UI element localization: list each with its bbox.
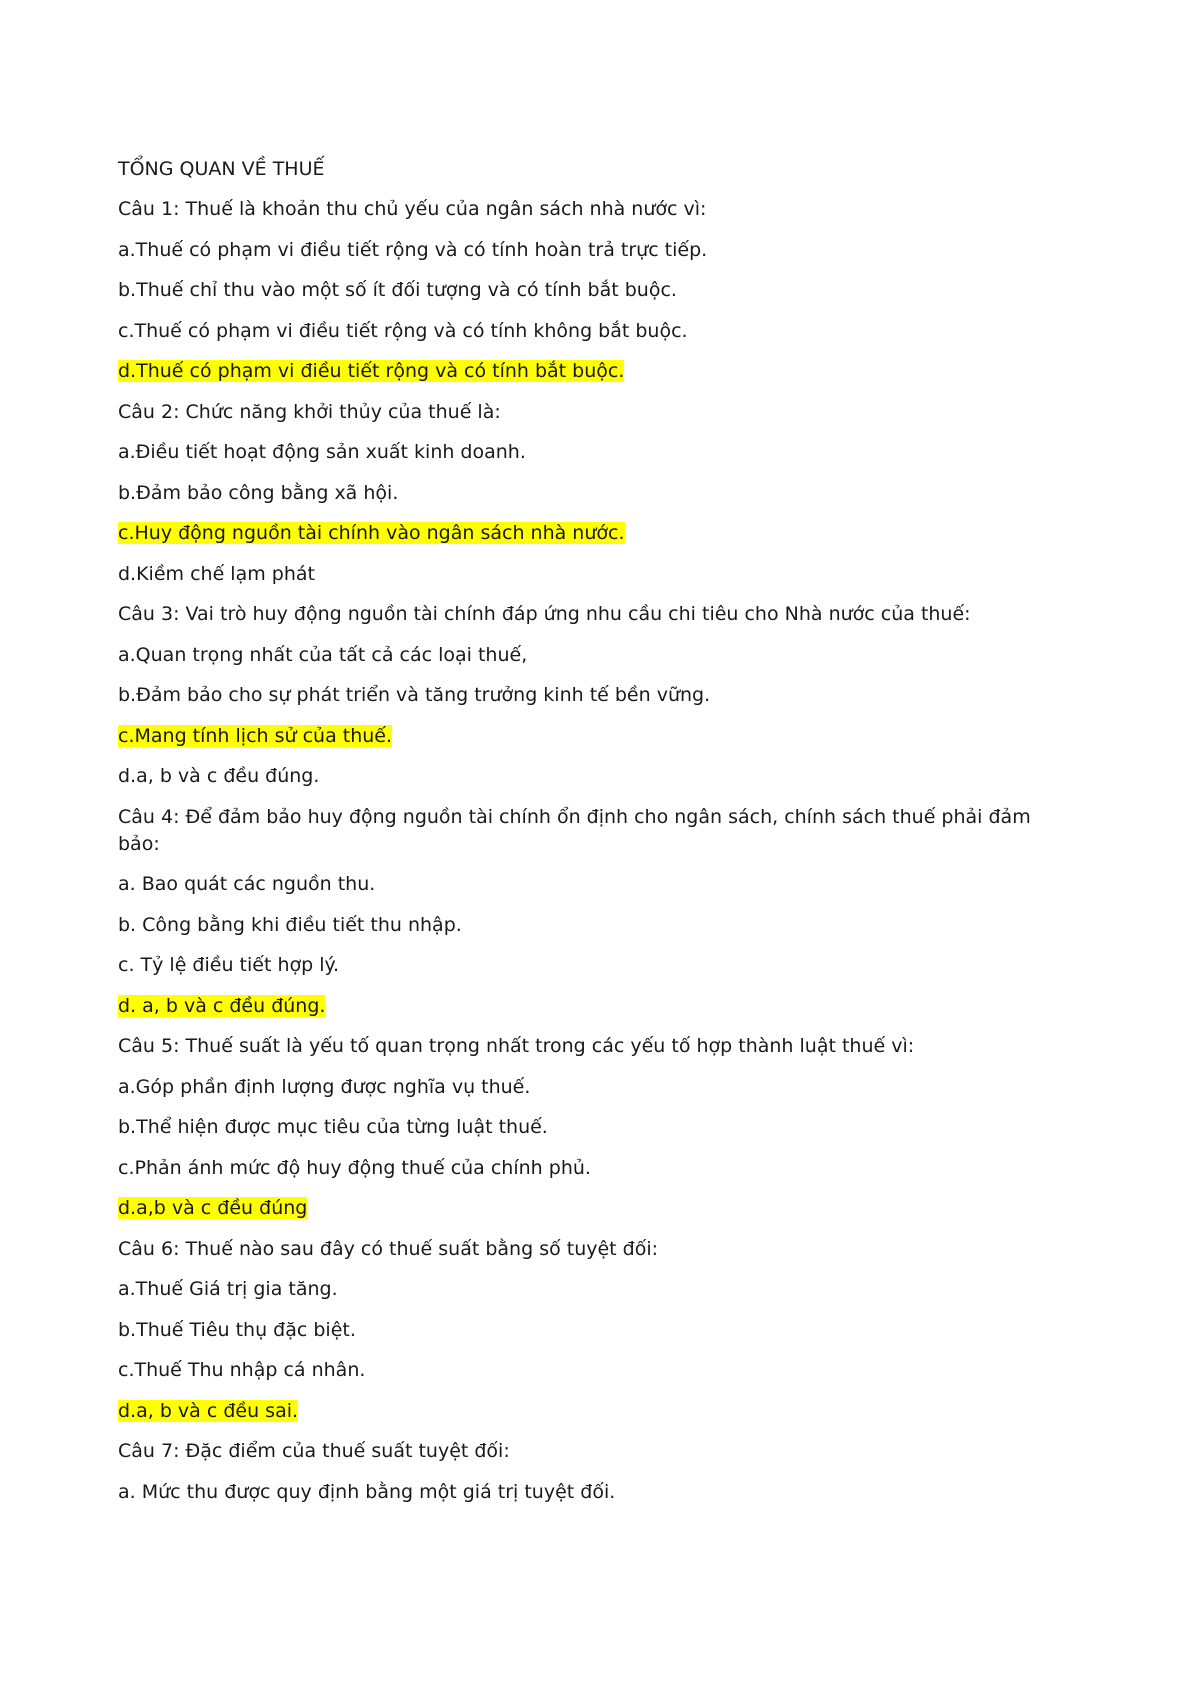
line-text: Câu 5: Thuế suất là yếu tố quan trọng nhất trong các yếu tố hợp thành luật thuế vì: — [118, 1035, 915, 1057]
line-text: b.Đảm bảo công bằng xã hội. — [118, 481, 399, 504]
answer-line — [118, 237, 1078, 264]
answer-line — [118, 1276, 1078, 1303]
highlighted-answer-text: d.a, b và c đều sai. — [118, 1399, 299, 1422]
answer-line-highlighted — [118, 993, 1078, 1020]
line-text: Câu 6: Thuế nào sau đây có thuế suất bằng số tuyệt đối: — [118, 1237, 659, 1260]
line-text: a.Quan trọng nhất của tất cả các loại thuế, — [118, 643, 528, 666]
answer-line — [118, 277, 1078, 304]
line-text: a.Thuế có phạm vi điều tiết rộng và có tính hoàn trả trực tiếp. — [118, 238, 708, 261]
line-text: d.a, b và c đều đúng. — [118, 765, 320, 787]
question-line — [118, 196, 1078, 223]
line-text: Câu 7: Đặc điểm của thuế suất tuyệt đối: — [118, 1440, 510, 1462]
line-text: c.Phản ánh mức độ huy động thuế của chính phủ. — [118, 1156, 591, 1179]
answer-line — [118, 480, 1078, 507]
answer-line — [118, 912, 1078, 939]
line-text: Câu 2: Chức năng khởi thủy của thuế là: — [118, 400, 501, 423]
answer-line — [118, 439, 1078, 466]
answer-line — [118, 561, 1078, 588]
line-text: b. Công bằng khi điều tiết thu nhập. — [118, 913, 462, 936]
question-line — [118, 1236, 1078, 1263]
answer-line — [118, 1114, 1078, 1141]
line-text: b.Đảm bảo cho sự phát triển và tăng trưởng kinh tế bền vững. — [118, 684, 711, 706]
line-text: a.Điều tiết hoạt động sản xuất kinh doanh. — [118, 441, 526, 463]
answer-line — [118, 1074, 1078, 1101]
line-text: a.Thuế Giá trị gia tăng. — [118, 1278, 338, 1300]
line-text: c. Tỷ lệ điều tiết hợp lý. — [118, 954, 340, 976]
highlighted-answer-text: c.Mang tính lịch sử của thuế. — [118, 724, 393, 747]
answer-line — [118, 682, 1078, 709]
line-text: Câu 1: Thuế là khoản thu chủ yếu của ngân sách nhà nước vì: — [118, 198, 707, 220]
question-line — [118, 1438, 1078, 1465]
answer-line — [118, 642, 1078, 669]
answer-line — [118, 871, 1078, 898]
line-text: a.Góp phần định lượng được nghĩa vụ thuế. — [118, 1075, 531, 1098]
answer-line-highlighted — [118, 723, 1078, 750]
question-line — [118, 399, 1078, 426]
answer-line-highlighted — [118, 1398, 1078, 1425]
highlighted-answer-text: c.Huy động nguồn tài chính vào ngân sách nhà nước. — [118, 522, 625, 544]
question-line — [118, 804, 1078, 858]
answer-line — [118, 1317, 1078, 1344]
line-text: b.Thuế chỉ thu vào một số ít đối tượng và có tính bắt buộc. — [118, 279, 677, 301]
answer-line — [118, 1357, 1078, 1384]
question-line — [118, 601, 1078, 628]
highlighted-answer-text: d. a, b và c đều đúng. — [118, 994, 326, 1017]
line-text: b.Thuế Tiêu thụ đặc biệt. — [118, 1318, 356, 1341]
highlighted-answer-text: d.Thuế có phạm vi điều tiết rộng và có tính bắt buộc. — [118, 360, 625, 382]
line-text: a. Bao quát các nguồn thu. — [118, 873, 376, 895]
question-line — [118, 1033, 1078, 1060]
line-text: b.Thể hiện được mục tiêu của từng luật thuế. — [118, 1116, 548, 1138]
document-title: TỔNG QUAN VỀ THUẾ — [118, 158, 325, 180]
line-text: a. Mức thu được quy định bằng một giá trị tuyệt đối. — [118, 1480, 616, 1503]
answer-line — [118, 1155, 1078, 1182]
document-body — [118, 156, 1078, 1519]
line-text: c.Thuế Thu nhập cá nhân. — [118, 1359, 366, 1381]
answer-line — [118, 1479, 1078, 1506]
highlighted-answer-text: d.a,b và c đều đúng — [118, 1197, 308, 1219]
line-text: d.Kiềm chế lạm phát — [118, 562, 315, 585]
line-text: c.Thuế có phạm vi điều tiết rộng và có tính không bắt buộc. — [118, 319, 688, 342]
answer-line-highlighted — [118, 358, 1078, 385]
answer-line-highlighted — [118, 520, 1078, 547]
answer-line — [118, 318, 1078, 345]
answer-line — [118, 763, 1078, 790]
line-text: Câu 3: Vai trò huy động nguồn tài chính đáp ứng nhu cầu chi tiêu cho Nhà nước của thuế: — [118, 603, 971, 625]
answer-line — [118, 952, 1078, 979]
answer-line-highlighted — [118, 1195, 1078, 1222]
line-text: Câu 4: Để đảm bảo huy động nguồn tài chính ổn định cho ngân sách, chính sách thuế phải đảm bảo: — [118, 805, 1031, 855]
